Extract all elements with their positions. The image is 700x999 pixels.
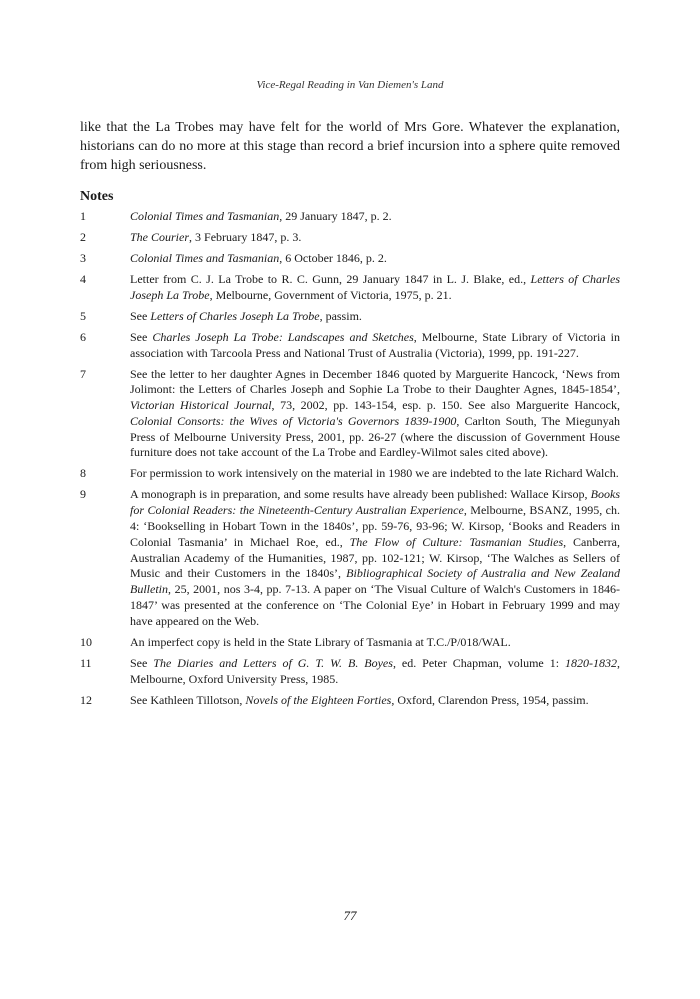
note-segment: See <box>130 655 154 670</box>
note-segment: See Kathleen Tillotson, <box>130 692 246 707</box>
note-text <box>130 367 620 462</box>
note-segment: , Melbourne, Government of Victoria, 1975, p. 21. <box>209 287 452 302</box>
note-italic-segment: Letters of Charles Joseph La Trobe <box>150 308 320 323</box>
note-segment: See the letter to her daughter Agnes in December 1846 quoted by Marguerite Hancock, ‘News from Jolimont: the Letters of Charles Joseph and Sophie La Trobe to their Daughter Agnes, 1845-1854’, <box>130 366 620 397</box>
note-text <box>130 272 620 304</box>
note-segment: , Oxford, Clarendon Press, 1954, passim. <box>391 692 589 707</box>
note-italic-segment: Letters of Charles Joseph La Trobe <box>130 271 621 302</box>
note-segment: For permission to work intensively on the material in 1980 we are indebted to the late Richard Walch. <box>130 466 619 481</box>
note-segment: , 29 January 1847, p. 2. <box>279 209 392 223</box>
note-item <box>80 272 620 304</box>
note-text <box>130 309 620 325</box>
note-segment: , passim. <box>319 308 362 323</box>
note-text <box>130 487 620 629</box>
note-number: 10 <box>80 634 92 649</box>
note-text <box>130 209 620 225</box>
note-item <box>80 209 620 225</box>
note-italic-segment: Colonial Times and Tasmanian <box>130 250 280 265</box>
page-number: 77 <box>343 908 357 923</box>
note-item <box>80 487 620 629</box>
running-head: Vice-Regal Reading in Van Diemen's Land <box>256 79 444 91</box>
note-item <box>80 693 620 709</box>
note-segment: , Melbourne, State Library of Victoria in association with Tarcoola Press and National Trust of Australia (Victoria), 1999, pp. 191-227. <box>130 329 620 360</box>
note-italic-segment: The Diaries and Letters of G. T. W. B. Boyes <box>153 655 393 670</box>
note-text <box>130 656 620 688</box>
note-italic-segment: 1820-1832 <box>565 655 617 670</box>
note-text <box>130 330 620 362</box>
note-number: 7 <box>80 366 86 381</box>
note-italic-segment: Novels of the Eighteen Forties <box>245 692 392 707</box>
note-text <box>130 230 620 246</box>
note-italic-segment: Charles Joseph La Trobe: Landscapes and Sketches <box>152 329 414 344</box>
notes-list <box>80 209 620 714</box>
note-number: 11 <box>80 655 92 670</box>
note-text <box>130 693 620 709</box>
note-number: 3 <box>80 250 86 265</box>
note-segment: See <box>130 329 153 344</box>
note-item <box>80 367 620 462</box>
note-item <box>80 656 620 688</box>
note-text <box>130 466 620 482</box>
note-text <box>130 251 620 267</box>
note-item <box>80 309 620 325</box>
note-italic-segment: Colonial Times and Tasmanian <box>130 209 280 223</box>
note-number: 6 <box>80 329 86 344</box>
note-segment: , 73, 2002, pp. 143-154, esp. p. 150. See also Marguerite Hancock, <box>271 398 621 413</box>
note-segment: A monograph is in preparation, and some results have already been published: Wallace Kirsop, <box>130 487 591 502</box>
note-number: 8 <box>80 466 86 481</box>
note-number: 2 <box>80 229 86 244</box>
note-italic-segment: Colonial Consorts: the Wives of Victoria's Governors 1839-1900 <box>130 413 457 428</box>
note-item <box>80 230 620 246</box>
note-number: 1 <box>80 209 86 223</box>
note-segment: , Carlton South, The Miegunyah Press of Melbourne University Press, 2001, pp. 26-27 (where the discussion of Government House furniture does not take account of the La Trobe and Eardley-Wilmot sales cited above). <box>130 413 620 460</box>
note-segment: , 3 February 1847, p. 3. <box>189 229 302 244</box>
body-paragraph: like that the La Trobes may have felt for the world of Mrs Gore. Whatever the explanation, historians can do no more at this stage than record a brief incursion into a sphere quite removed from high seriousness. <box>80 120 620 173</box>
note-segment: , 25, 2001, nos 3-4, pp. 7-13. A paper on ‘The Visual Culture of Walch's Customers in 1846-1847’ was presented at the conference on ‘The Colonial Eye’ in Hobart in February 1999 and may have appeared on the Web. <box>130 582 620 628</box>
note-segment: , Canberra, Australian Academy of the Humanities, 1987, pp. 102-121; W. Kirsop, ‘The Walches as Sellers of Music and their Customers in the 1840s’, <box>130 534 620 581</box>
note-text <box>130 635 620 651</box>
note-italic-segment: Bibliographical Society of Australia and New Zealand Bulletin <box>130 566 620 597</box>
notes-heading: Notes <box>80 189 114 204</box>
note-italic-segment: Victorian Historical Journal <box>130 398 272 413</box>
note-number: 4 <box>80 271 86 286</box>
note-segment: , ed. Peter Chapman, volume 1: <box>392 655 565 670</box>
note-italic-segment: Books for Colonial Readers: the Nineteenth-Century Australian Experience <box>130 487 620 518</box>
note-number: 12 <box>80 692 92 707</box>
note-item <box>80 251 620 267</box>
note-item <box>80 635 620 651</box>
note-italic-segment: The Courier <box>130 229 190 244</box>
note-number: 9 <box>80 487 86 502</box>
note-segment: An imperfect copy is held in the State Library of Tasmania at T.C./P/018/WAL. <box>130 634 511 649</box>
note-segment: Letter from C. J. La Trobe to R. C. Gunn, 29 January 1847 in L. J. Blake, ed., <box>130 271 531 286</box>
note-segment: See <box>130 308 151 323</box>
note-number: 5 <box>80 308 86 323</box>
note-segment: , 6 October 1846, p. 2. <box>279 250 387 265</box>
note-italic-segment: The Flow of Culture: Tasmanian Studies <box>349 534 564 549</box>
note-item <box>80 330 620 362</box>
note-segment: , Melbourne, Oxford University Press, 1985. <box>130 655 620 686</box>
note-segment: , Melbourne, BSANZ, 1995, ch. 4: ‘Bookselling in Hobart Town in the 1840s’, pp. 59-76, 93-96; W. Kirsop, ‘Books and Readers in Colonial Tasmania’ in Michael Roe, ed., <box>130 503 620 549</box>
note-item <box>80 466 620 482</box>
